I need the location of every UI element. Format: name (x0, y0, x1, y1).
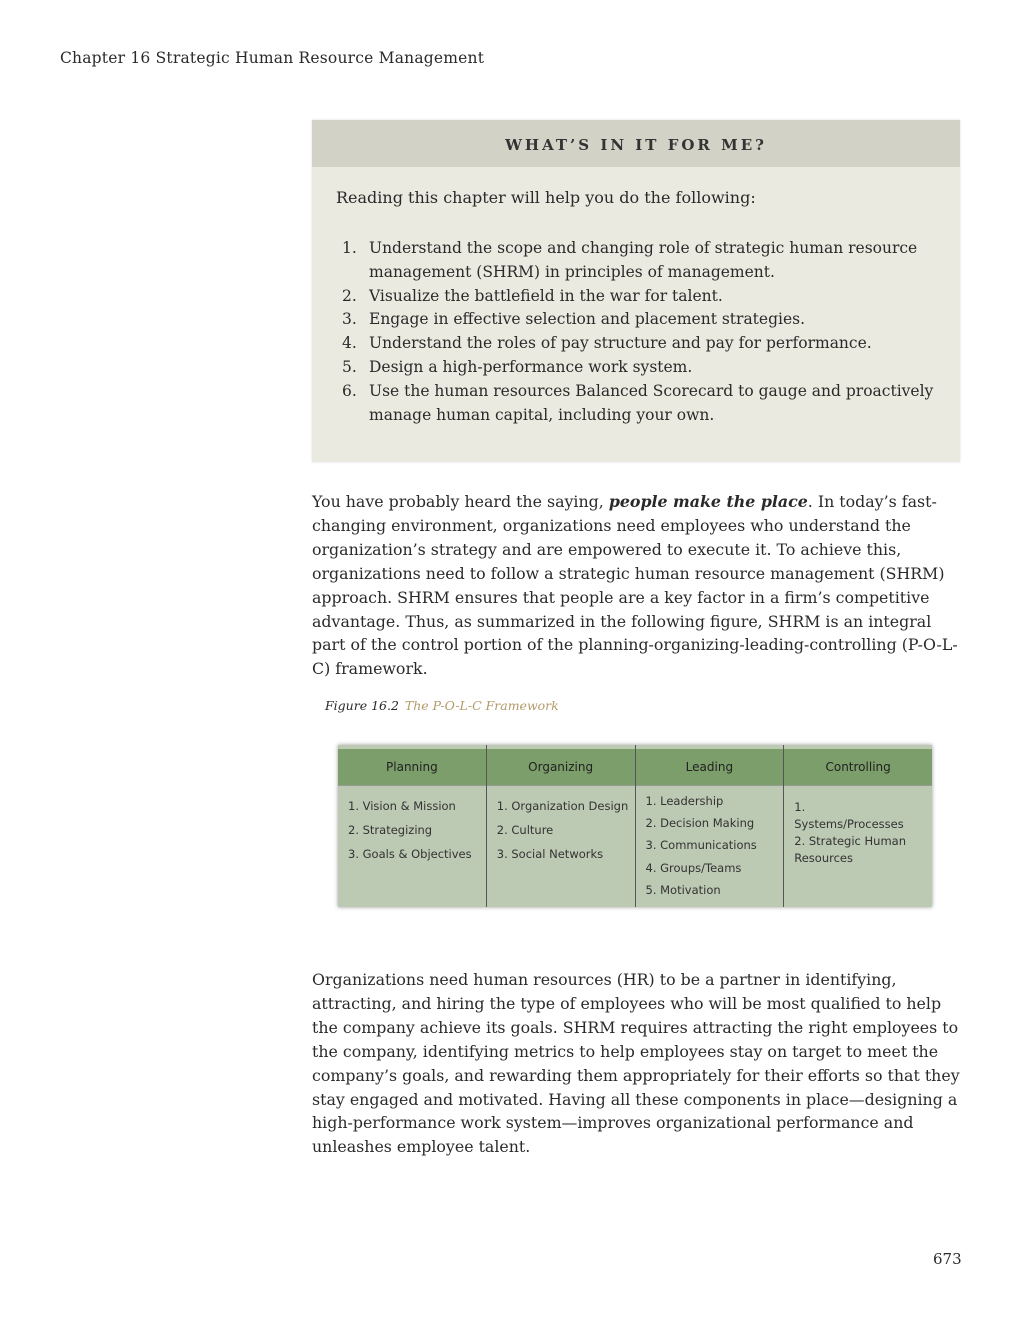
cell-item: 2. Strategic Human Resources (794, 834, 906, 865)
text: You have probably heard the saying, (312, 492, 609, 511)
objective-item (336, 237, 936, 285)
cell-item: 2. Decision Making (645, 816, 755, 831)
cell-item: 5. Motivation (645, 882, 721, 897)
figure-caption (325, 698, 559, 713)
cell-item: 4. Groups/Teams (645, 860, 742, 875)
column-header: Organizing (487, 749, 635, 786)
objective-item (336, 332, 936, 356)
item-text: Visualize the battlefield in the war for talent. (369, 286, 723, 305)
cell-item: 1. Vision & Mission (348, 799, 456, 813)
page-number: 673 (933, 1250, 962, 1268)
objective-item (336, 285, 936, 309)
item-number: 3. (342, 310, 357, 329)
cell-item: 2. Strategizing (348, 823, 433, 837)
objective-item (336, 356, 936, 380)
figure-label: Figure 16.2 (325, 698, 399, 713)
cell-item: 1. Leadership (645, 794, 724, 808)
column-header: Planning (338, 749, 486, 786)
objectives-list (336, 237, 936, 427)
cell-item: 3. Communications (645, 838, 757, 853)
paragraph-2: Organizations need human resources (HR) to be a partner in identifying, attracting, and hiring the type of employees who will be most qualified to help the company achieve its goals. SHRM requires attracting the right employees to the company, identifying metrics to help employees stay on target to meet the company’s goals, and rewarding them appropriately for their efforts so that they stay engaged and motivated. Having all these components in place—designing a high-performance work system—improves organizational performance and unleashes employee talent. (312, 970, 960, 1157)
column-planning (338, 745, 487, 907)
item-number: 5. (342, 357, 357, 376)
paragraph-1 (312, 490, 962, 681)
column-leading (636, 745, 785, 907)
cell-item: 1. Organization Design (496, 799, 629, 813)
column-header: Leading (636, 749, 784, 786)
column-controlling (784, 745, 932, 907)
cell-item: 2. Culture (496, 823, 554, 837)
cell-item: 3. Goals & Objectives (348, 847, 472, 861)
polc-framework-table (338, 745, 932, 907)
cell-item: 1. Systems/Processes (794, 800, 904, 831)
figure-title: The P-O-L-C Framework (404, 698, 559, 713)
objective-item (336, 308, 936, 332)
objectives-intro: Reading this chapter will help you do the following: (336, 188, 756, 207)
item-text: Design a high-performance work system. (369, 357, 693, 376)
objectives-box (312, 120, 960, 462)
item-number: 1. (342, 239, 357, 257)
objective-item (336, 380, 936, 428)
item-text: Understand the roles of pay structure and pay for performance. (369, 334, 872, 353)
cell-item: 3. Social Networks (496, 847, 604, 861)
running-head: Chapter 16 Strategic Human Resource Management (60, 49, 485, 67)
column-organizing (487, 745, 636, 907)
item-text: Understand the scope and changing role of strategic human resource management (SHRM) in principles of management. (369, 239, 918, 281)
item-number: 6. (342, 381, 357, 400)
column-header: Controlling (784, 749, 932, 786)
item-number: 4. (342, 334, 357, 353)
objectives-title: WHAT’S IN IT FOR ME? (312, 120, 960, 167)
text: . In today’s fast-changing environment, organizations need employees who understand the organization’s strategy and are empowered to execute it. To achieve this, organizations need to follow a strategic human resource management (SHRM) approach. SHRM ensures that people are a key factor in a firm’s competitive advantage. Thus, as summarized in the following figure, SHRM is an integral part of the control portion of the planning-organizing-leading-controlling (P-O-L-C) framework. (312, 492, 958, 679)
item-number: 2. (342, 286, 357, 305)
emphasis-term: people make the place (608, 492, 808, 511)
item-text: Engage in effective selection and placement strategies. (369, 310, 806, 329)
item-text: Use the human resources Balanced Scorecard to gauge and proactively manage human capital, including your own. (369, 381, 934, 424)
